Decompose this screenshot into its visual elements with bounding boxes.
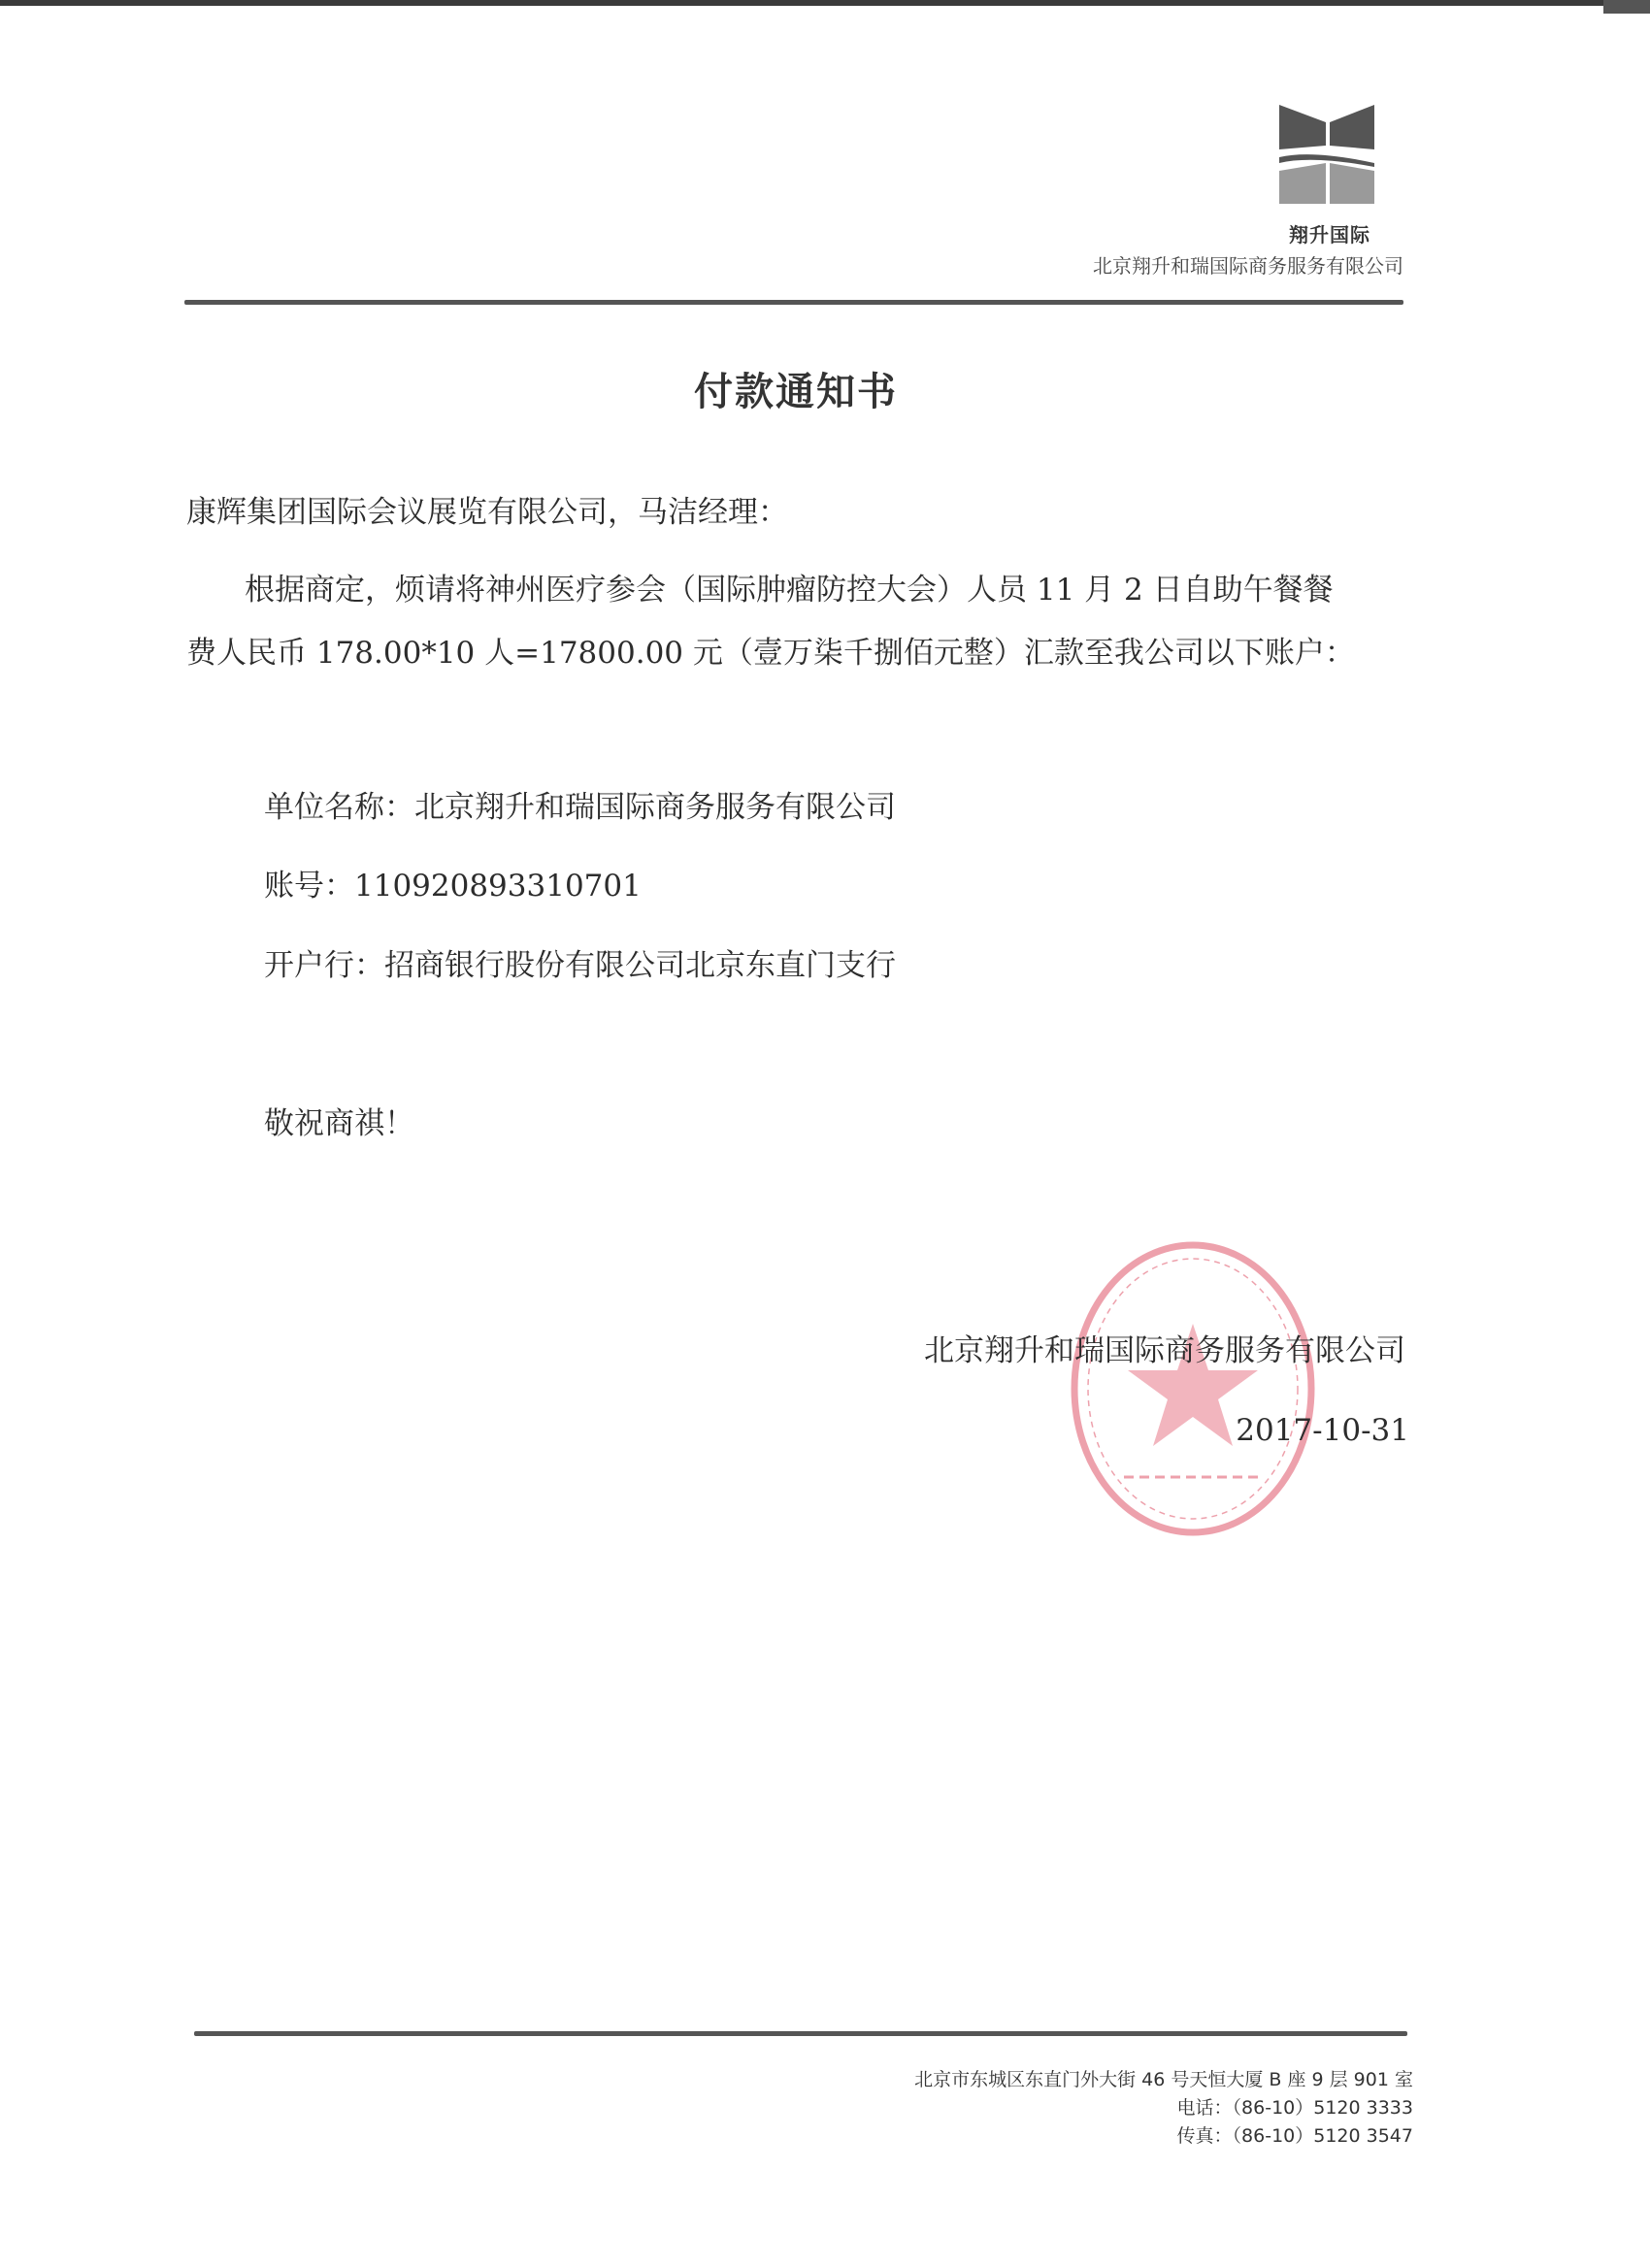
body-line-1: 根据商定，烦请将神州医疗参会（国际肿瘤防控大会）人员 11 月 2 日自助午餐餐 <box>245 573 1334 608</box>
footer-phone: 电话：（86-10）5120 3333 <box>1176 2097 1413 2119</box>
company-logo-icon <box>1273 101 1380 208</box>
closing-greeting: 敬祝商祺！ <box>264 1106 414 1141</box>
scan-top-edge <box>0 0 1603 6</box>
logo-wordmark: 翔升国际 <box>1289 223 1370 247</box>
account-bank: 开户行：招商银行股份有限公司北京东直门支行 <box>264 948 896 983</box>
company-seal-stamp <box>1066 1234 1320 1543</box>
signature-date: 2017-10-31 <box>1236 1413 1409 1448</box>
document-title: 付款通知书 <box>694 370 898 414</box>
account-name: 单位名称：北京翔升和瑞国际商务服务有限公司 <box>264 790 896 825</box>
scan-top-edge-corner <box>1603 0 1650 14</box>
footer-address: 北京市东城区东直门外大街 46 号天恒大厦 B 座 9 层 901 室 <box>914 2069 1413 2090</box>
footer-fax: 传真：（86-10）5120 3547 <box>1176 2125 1413 2147</box>
body-line-2: 费人民币 178.00*10 人=17800.00 元（壹万柒千捌佰元整）汇款至我公司以下账户： <box>186 636 1355 671</box>
salutation: 康辉集团国际会议展览有限公司，马洁经理： <box>186 495 788 530</box>
letterhead-company: 北京翔升和瑞国际商务服务有限公司 <box>1093 254 1403 278</box>
header-divider <box>184 300 1403 305</box>
footer-divider <box>194 2031 1407 2036</box>
account-number: 账号：110920893310701 <box>264 869 642 904</box>
signature-company: 北京翔升和瑞国际商务服务有限公司 <box>924 1333 1405 1368</box>
